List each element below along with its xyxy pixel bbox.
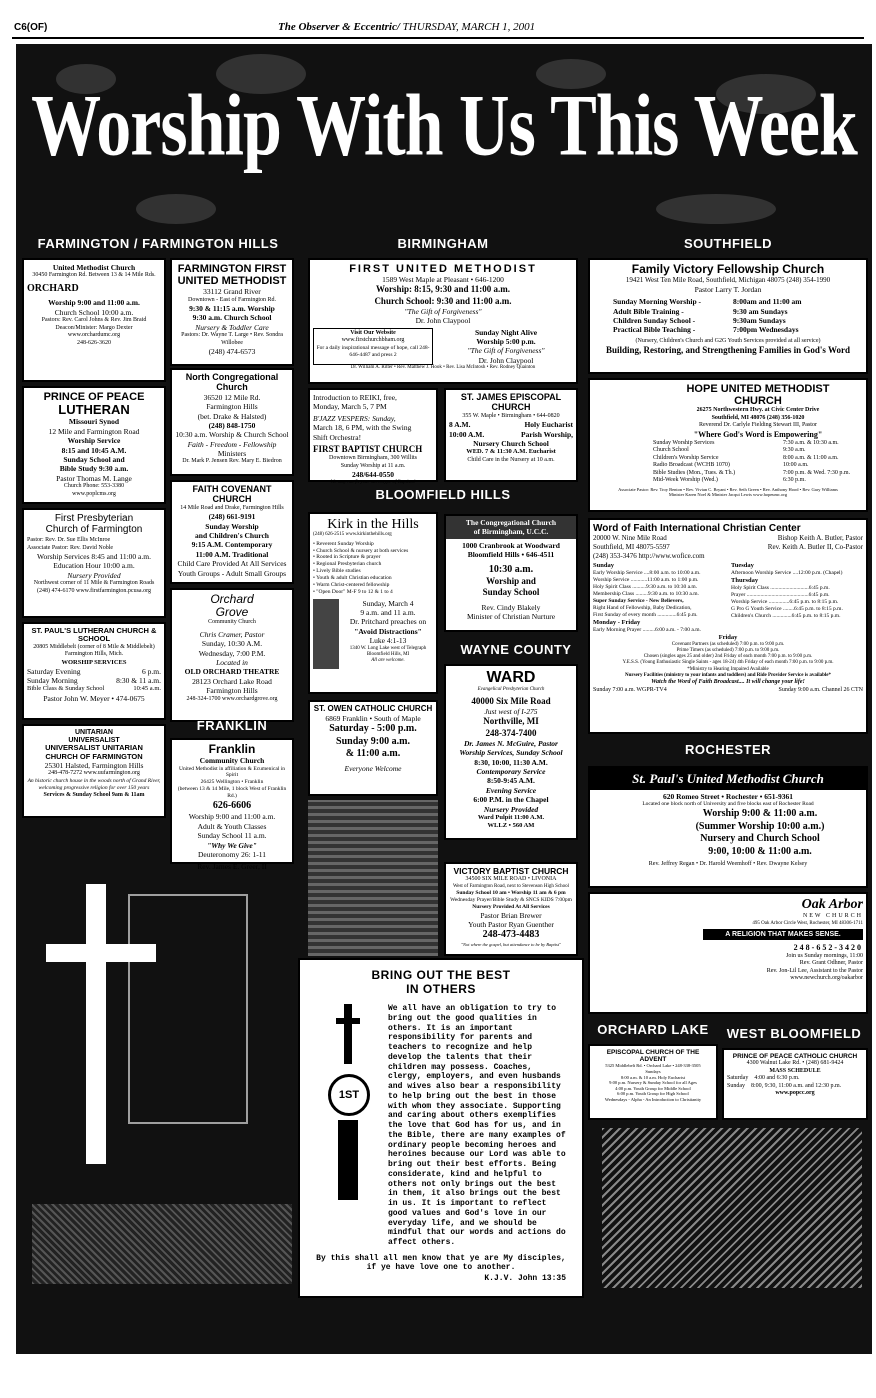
- ad-family-victory: Family Victory Fellowship Church 19421 West Ten Mile Road, Southfield, Michigan 48075 (248) 354-1990 Pastor Larry T. Jordan Sunday Morning Worship - 8:00am and 11:00 am Adult Bible Training - 9:30 am Sundays Children Sunday School - 9:30am Sundays Practical Bible Teaching - 7:00pm Wednesdays (Nursery, Children's Church and G2G Youth Services provided at all service) Building, Restoring, and Strengthening Families in God's Word: [588, 258, 868, 374]
- ad-unitarian-universalist: UNITARIAN UNIVERSALIST UNIVERSALIST UNITARIAN CHURCH OF FARMINGTON 25301 Halsted, Farmington Hills 248-478-7272 www.uufarmington.org An historic church house in the woods north of Grand River, welcoming progressive religion for over 150 years Services & Sunday School 9am & 11am: [22, 724, 166, 818]
- section-rochester: ROCHESTER: [684, 742, 772, 757]
- ad-st-pauls-lutheran: ST. PAUL'S LUTHERAN CHURCH & SCHOOL 20805 Middlebelt (corner of 8 Mile & Middlebelt) Farmington Hills, Mich. WORSHIP SERVICES Saturday Evening 6 p.m. Sunday Morning 8:30 & 11 a.m. Bible Class & Sunday School 10:45 a.m. Pastor John W. Meyer • 474-0675: [22, 622, 166, 720]
- ad-st-pauls-umc: St. Paul's United Methodist Church 620 Romeo Street • Rochester • 651-9361 Located one block north of University and five blocks east of Rochester Road Worship 9:00 & 11:00 a.m. (Summer Worship 10:00 a.m.) Nursery and Church School 9:00, 10:00 & 11:00 a.m. Rev. Jeffrey Regan • Dr. Harold Weemhoff • Rev. Dwayne Kelsey: [588, 766, 868, 888]
- header-rule: [12, 37, 864, 39]
- ad-orchard-umc: United Methodist Church 30450 Farmington Rd. Between 13 & 14 Mile Rds. ORCHARD Worship 9:00 and 11:00 a.m. Church School 10:00 a.m. Pastors: Rev. Carol Johns & Rev. Jim Braid Deacon/Minister: Margo Dexter www.orchardumc.org 248-626-3620: [22, 258, 166, 382]
- window-frame-graphic: [128, 894, 248, 1124]
- ad-st-james-episcopal: ST. JAMES EPISCOPAL CHURCH 355 W. Maple • Birmingham • 644-0820 8 A.M. Holy Eucharist 10:00 A.M. Parish Worship, Nursery Church School WED. 7 & 11:30 A.M. Eucharist Child Care in the Nursery at 10 a.m.: [444, 388, 578, 482]
- section-farmington: FARMINGTON / FARMINGTON HILLS: [37, 236, 279, 251]
- ad-oak-arbor: Oak Arbor NEW CHURCH 495 Oak Arbor Circle West, Rochester, MI 48306-1711 A RELIGION THAT MAKES SENSE. 248-652-3420 Join us Sunday mornings, 11:00 Rev. Grant Odhner, Pastor Rev. Jon-Lil Lee, Assistant to the Pastor www.newchurch.org/oakarbor: [588, 892, 868, 1014]
- ad-st-owen-catholic: ST. OWEN CATHOLIC CHURCH 6869 Franklin • South of Maple Saturday - 5:00 p.m. Sunday 9:00 a.m. & 11:00 a.m. Everyone Welcome: [308, 700, 438, 796]
- ad-franklin-community: Franklin Community Church United Methodist in affiliation & Ecumenical in Spirit 26425 Wellington • Franklin (between 13 & 14 Mile, 1 block West of Franklin Rd.) 626-6606 Worship 9:00 and 11:00 a.m. Adult & Youth Classes Sunday School 11 a.m. "Why We Give" Deuteronomy 26: 1-11 Rev. James E. Greer, II: [170, 738, 294, 864]
- ribbon-graphic: [316, 1004, 382, 1204]
- cross-graphic: [86, 884, 106, 1164]
- ad-kirk-in-the-hills: Kirk in the Hills (248) 626-2515 www.kirkinthehills.org • Reverent Sunday Worship • Church School & nursery at both services • Rooted in Scripture & prayer • Regional Presbyterian church • Lively Bible studies • Youth & adult Christian education • Warm Christ-centered fellowship • "Open Door" M-F 9 to 12 & 1 to 4 Sunday, March 4 9 a.m. and 11 a.m. Dr. Pritchard preaches on "Avoid Distractions" Luke 4:1-13 1340 W. Long Lake west of Telegraph Bloomfield Hills, MI All are welcome.: [308, 512, 438, 694]
- ad-first-presbyterian: First Presbyterian Church of Farmington Pastor: Rev. Dr. Sue Ellis McInroe Associate Pastor: Rev. David Noble Worship Services 8:45 and 11:00 a.m. Education Hour 10:00 a.m. Nursery Provided Northwest corner of 11 Mile & Farmington Roads (248) 474-6170 www.firstfarmington.pcusa.org: [22, 508, 166, 618]
- ad-episcopal-advent: EPISCOPAL CHURCH OF THE ADVENT 5325 Middlebelt Rd. • Orchard Lake • 248-338-3505 Sundays 8:00 a.m. & 10 a.m. Holy Eucharist 9:00 p.m. Nursery & Sunday School for all Ages 4:00 p.m. Youth Group for Middle School 6:00 p.m. Youth Group for High School Wednesdays - Alpha - An Introduction to Christianity: [588, 1044, 718, 1120]
- newspaper-header: [0, 0, 876, 40]
- section-birmingham: BIRMINGHAM: [397, 236, 489, 251]
- ad-word-of-faith: Word of Faith International Christian Center 20000 W. Nine Mile Road Bishop Keith A. Butler, Pastor Southfield, MI 48075-5597 Rev. Keith A. Butler II, Co-Pastor (248) 353-3476 http://www.wofice.com Sunday Early Worship Service ....8:00 a.m. to 10:00 a.m. Worship Service ............11:00 a.m. to 1:00 p.m. Holy Spirit Class ..........9:30 a.m. to 10:30 a.m. Membership Class .........9:30 a.m. to 10:30 a.m. Super Sunday Service - New Believers, Right Hand of Fellowship, Baby Dedication, First Sunday of every month ..............6:45 p.m. Monday - Friday Early Morning Prayer .........6:00 a.m. - 7:00 a.m. Tuesday Afternoon Worship Service ....12:00 p.m. (Chapel) Thursday Holy Spirit Class ............................6:45 p.m. Prayer .............................................6:45 p.m. Worship Service ...............6:45 p.m. to 8:15 p.m. G Pro G Youth Service ........6:45 p.m. to 8:15 p.m. Children's Church ..............6:45 p.m. to 8:15 p.m. Friday Covenant Partners (as scheduled) 7:00 p.m. to 9:00 p.m. Prime Timers (as scheduled) 7:00 p.m. to 9:00 p.m. Chosen (singles ages 25 and older) 2nd Friday of each month 7:00 p.m. to 9:00 p.m. Y.E.S.S. (Young Enthusiastic Single Saints - ages 18-24) 4th Friday of each month 7:00 p.m. to 9:00 p.m. *Ministry to Hearing Impaired Available Nursery Facilities (ministry to your infants and toddlers) and Ride Provider Service is available* Watch the Word of Faith Broadcast.... It will change your life! Sunday 7:00 a.m. WGPR-TV4 Sunday 9:00 a.m. Channel 26 CTN: [588, 518, 868, 734]
- ad-victory-baptist: VICTORY BAPTIST CHURCH 34500 SIX MILE ROAD • LIVONIA West of Farmington Road, next to Stevenson High School Sunday School 10 am • Worship 11 am & 6 pm Wednesday Prayer/Bible Study & SNCS KIDS 7:00pm Nursery Provided At All Services Pastor Brian Brewer Youth Pastor Ryan Guenther 248-473-4483 "Not where the gospel, but attendance to be by Baptist": [444, 862, 578, 956]
- masthead-line: [278, 21, 535, 33]
- church-photo: [313, 599, 339, 669]
- first-place-badge: 1ST: [328, 1074, 370, 1116]
- paper-name: The Observer & Eccentric/: [278, 21, 400, 33]
- scripture-reference: K.J.V. John 13:35: [484, 1273, 566, 1283]
- section-southfield: SOUTHFIELD: [683, 236, 773, 251]
- bring-out-best-article: BRING OUT THE BEST IN OTHERS 1ST We all have an obligation to try to bring out the good qualities in others. It is an important responsibility for parents and teachers to recognize and help develop the talents that their children may possess. Coaches, clergy, employers, and even husbands and wives also bear a responsibility to help bring out the best in those with whom they associate. Supporting and caring about others exemplifies the love that God has for us, and in the Bible, there are many examples of ordinary people becoming heroes and heroines because our Lord was able to bring out their best efforts. Being considerate, kind and helpful to others not only brings out the best in them, it also brings out the best in us. It is important to reflect good values and God's love in our everyday life, and we should be mindful that our words and actions do affect others. By this shall all men know that ye are My disciples, if ye have love one to another. K.J.V. John 13:35: [298, 958, 584, 1298]
- ad-orchard-grove: Orchard Grove Community Church Chris Cramer, Pastor Sunday, 10:30 A.M. Wednesday, 7:00 P.M. Located in OLD ORCHARD THEATRE 28123 Orchard Lake Road Farmington Hills 248-324-1700 www.orchardgrove.org: [170, 588, 294, 722]
- ad-first-baptist-birmingham: Introduction to REIKI, free, Monday, March 5, 7 PM B'JAZZ VESPERS: Sunday, March 18, 6 PM, with the Swing Shift Orchestra! FIRST BAPTIST CHURCH Downtown Birmingham, 300 Willits Sunday Worship at 11 a.m. 248/644-0550 We may not fit your stereotype of Baptists!: [308, 388, 438, 482]
- page-bottom-margin: [0, 1356, 876, 1398]
- article-body: We all have an obligation to try to bring out the good qualities in others. It is an important responsibility for parents and teachers to recognize and help develop the talents that their children may possess. Coaches, clergy, employers, and even husbands and wives also bear a responsibility to help bring out the best in those with whom they associate. Supporting and caring about others exemplifies the love that God has for us, and in the Bible, there are many examples of ordinary people becoming heroes and heroines because our Lord was able to bring out their best efforts. Being considerate, kind and helpful to others not only brings out the best in them, it also brings out the best in us. It is important to reflect good values and God's love in our everyday life, and we should be mindful that our words and actions do affect others.: [388, 1004, 566, 1247]
- ad-prince-of-peace-lutheran: PRINCE OF PEACE LUTHERAN Missouri Synod 12 Mile and Farmington Road Worship Service 8:15 and 10:45 A.M. Sunday School and Bible Study 9:30 a.m. Pastor Thomas M. Lange Church Phone: 553-3380 www.poplcms.org: [22, 386, 166, 504]
- worship-directory-board: [16, 44, 872, 1354]
- section-franklin: FRANKLIN: [196, 718, 268, 733]
- banner-title: Worship With Us This Week: [31, 78, 857, 175]
- ad-prince-of-peace-catholic: PRINCE OF PEACE CATHOLIC CHURCH 4300 Walnut Lake Rd. • (248) 681-9424 MASS SCHEDULE Saturday 4:00 and 6:30 p.m. Sunday 8:00, 9:30, 11:00 a.m. and 12:30 p.m. www.popcc.org: [722, 1048, 868, 1120]
- ad-first-umc-birmingham: FIRST UNITED METHODIST 1589 West Maple at Pleasant • 646-1200 Worship: 8:15, 9:30 and 11:00 a.m. Church School: 9:30 and 11:00 a.m. "The Gift of Forgiveness" Dr. John Claypool Visit Our Website www.firstchurchbham.org For a daily inspirational message of hope, call 248-646-4487 and press 2 Sunday Night Alive Worship 5:00 p.m. "The Gift of Forgiveness" Dr. John Claypool Dr. William A. Ritter • Rev. Matthew J. Hook • Rev. Lisa McIntosh • Rev. Rodney Quainton: [308, 258, 578, 384]
- scripture-line-1: By this shall all men know that ye are My disciples,: [316, 1253, 566, 1263]
- ad-hope-umc: HOPE UNITED METHODIST CHURCH 26275 Northwestern Hwy. at Civic Center Drive Southfield, MI 48076 (248) 356-1020 Reverend Dr. Carlyle Fielding Stewart III, Pastor "Where God's Word is Empowering" Sunday Worship Services 7:30 a.m. & 10:30 a.m. Church School 9:30 a.m. Children's Worship Service 8:00 a.m. & 11:00 a.m. Radio Broadcast (WCHB 1070) 10:00 a.m. Bible Studies (Mon., Tues. & Th.) 7:00 p.m. & Wed. 7:30 p.m. Mid-Week Worship (Wed.) 6:30 p.m. Associate Pastor: Rev. Troy Benton • Rev. Vivian C. Bryant • Rev. Seth Green • Rev. Anthony Hood • Rev. Gary Williams Minister Karen Noel & Minister Jacqui Lewis www.hopeumc.org: [588, 378, 868, 512]
- bible-illustration: [602, 1128, 862, 1288]
- page-number: C6(OF): [14, 22, 48, 33]
- ad-north-congregational: North Congregational Church 36520 12 Mile Rd. Farmington Hills (bet. Drake & Halsted) (248) 848-1750 10:30 a.m. Worship & Church School Faith - Freedom - Fellowship Ministers Dr. Mark P. Jensen Rev. Mary E. Biedron: [170, 368, 294, 476]
- scripture-line-2: if ye have love one to another.: [366, 1262, 516, 1272]
- issue-date: THURSDAY, MARCH 1, 2001: [399, 21, 536, 33]
- section-orchard-lake: ORCHARD LAKE: [597, 1022, 709, 1037]
- ad-ward-presbyterian: WARD Evangelical Presbyterian Church 40000 Six Mile Road Just west of I-275 Northville, MI 248-374-7400 Dr. James N. McGuire, Pastor Worship Services, Sunday School 8:30, 10:00, 11:30 A.M. Contemporary Service 8:50-9:45 A.M. Evening Service 6:00 P.M. in the Chapel Nursery Provided Ward Pulpit 11:00 A.M. WLLZ • 560 AM: [444, 664, 578, 840]
- stained-glass-graphic: [32, 1204, 292, 1284]
- ad-farmington-first-umc: FARMINGTON FIRST UNITED METHODIST 33112 Grand River Downtown - East of Farmington Rd. 9:30 & 11:15 a.m. Worship 9:30 a.m. Church School Nursery & Toddler Care Pastors: Dr. Wayne T. Large • Rev. Sondra Willobee (248) 474-6573: [170, 258, 294, 366]
- cross-photo-graphic: [308, 800, 438, 956]
- section-wayne-county: WAYNE COUNTY: [460, 642, 572, 657]
- section-bloomfield-hills: BLOOMFIELD HILLS: [375, 487, 511, 502]
- ad-congregational-birmingham: The Congregational Church of Birmingham, U.C.C. 1000 Cranbrook at Woodward Bloomfield Hills • 646-4511 10:30 a.m. Worship and Sunday School Rev. Cindy Blakely Minister of Christian Nurture: [444, 514, 578, 632]
- section-west-bloomfield: WEST BLOOMFIELD: [726, 1026, 862, 1041]
- ad-faith-covenant: FAITH COVENANT CHURCH 14 Mile Road and Drake, Farmington Hills (248) 661-9191 Sunday Worship and Children's Church 9:15 A.M. Contemporary 11:00 A.M. Traditional Child Care Provided At All Services Youth Groups - Adult Small Groups: [170, 480, 294, 584]
